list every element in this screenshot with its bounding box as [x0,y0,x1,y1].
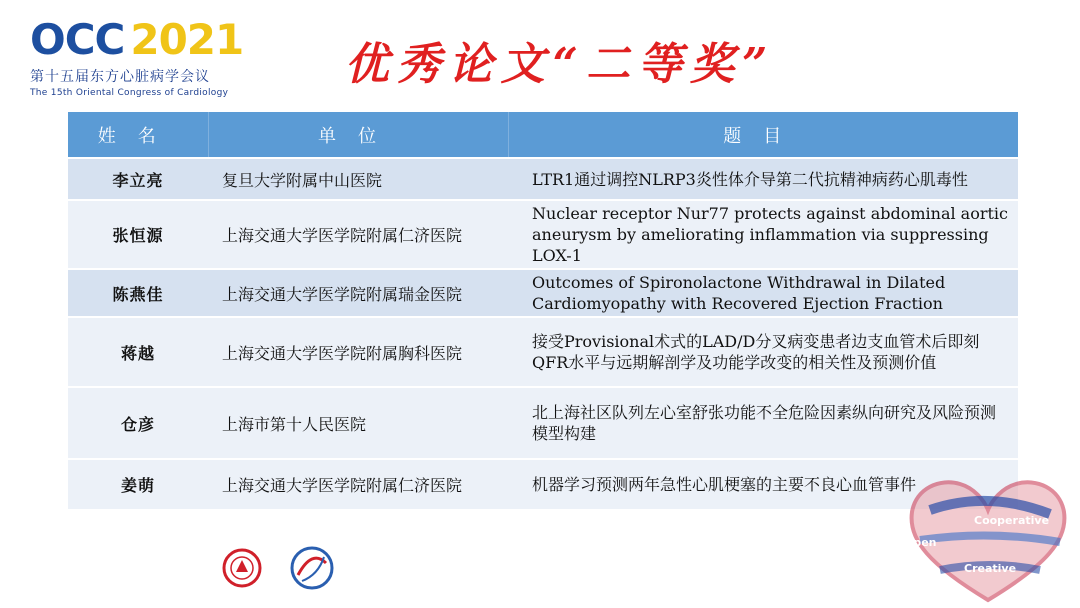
cell-topic: 北上海社区队列左心室舒张功能不全危险因素纵向研究及风险预测模型构建 [508,387,1018,459]
cell-name: 陈燕佳 [68,269,208,317]
cell-name: 张恒源 [68,200,208,269]
table-row [68,387,1018,459]
heart-decoration [900,470,1075,608]
award-table [68,112,1018,509]
occ-logo [30,15,270,98]
society-emblem-icon [222,548,262,588]
table-row [68,158,1018,200]
table-row [68,317,1018,387]
cell-topic: 接受Provisional术式的LAD/D分叉病变患者边支血管术后即刻QFR水平与远期解剖学及功能学改变的相关性及预测价值 [508,317,1018,387]
cell-topic: Nuclear receptor Nur77 protects against abdominal aortic aneurysm by ameliorating inflammation via suppressing LOX-1 [508,200,1018,269]
table-row [68,269,1018,317]
header-topic: 题目 [723,125,804,147]
cell-name: 姜萌 [68,459,208,509]
table-row [68,459,1018,509]
cell-unit: 复旦大学附属中山医院 [208,158,508,200]
heart-word: Creative [964,562,1017,575]
cell-topic: 机器学习预测两年急性心肌梗塞的主要不良心血管事件 [508,459,1018,509]
cell-name: 蒋越 [68,317,208,387]
congress-emblem-icon [288,545,336,591]
cell-name: 李立亮 [68,158,208,200]
table-row [68,200,1018,269]
cell-unit: 上海交通大学医学院附属胸科医院 [208,317,508,387]
logo-mark [30,15,270,64]
cell-unit: 上海交通大学医学院附属瑞金医院 [208,269,508,317]
logo-occ: OCC [30,15,125,64]
cell-topic: Outcomes of Spironolactone Withdrawal in Dilated Cardiomyopathy with Recovered Ejection Fraction [508,269,1018,317]
logo-year: 2021 [130,15,244,64]
cell-name: 仓彦 [68,387,208,459]
page-title: 优秀论文“二等奖” [344,39,776,90]
logo-en-name: The 15th Oriental Congress of Cardiology [30,88,229,98]
heart-word: Open [904,536,937,549]
header-name: 姓名 [68,112,208,158]
cell-unit: 上海交通大学医学院附属仁济医院 [208,200,508,269]
header-unit: 单位 [208,112,508,158]
cell-topic: LTR1通过调控NLRP3炎性体介导第二代抗精神病药心肌毒性 [508,158,1018,200]
cell-unit: 上海市第十人民医院 [208,387,508,459]
cell-unit: 上海交通大学医学院附属仁济医院 [208,459,508,509]
heart-word: Cooperative [974,514,1050,527]
table-header-row [68,112,1018,158]
logo-cn-name: 第十五届东方心脏病学会议 [30,69,210,85]
